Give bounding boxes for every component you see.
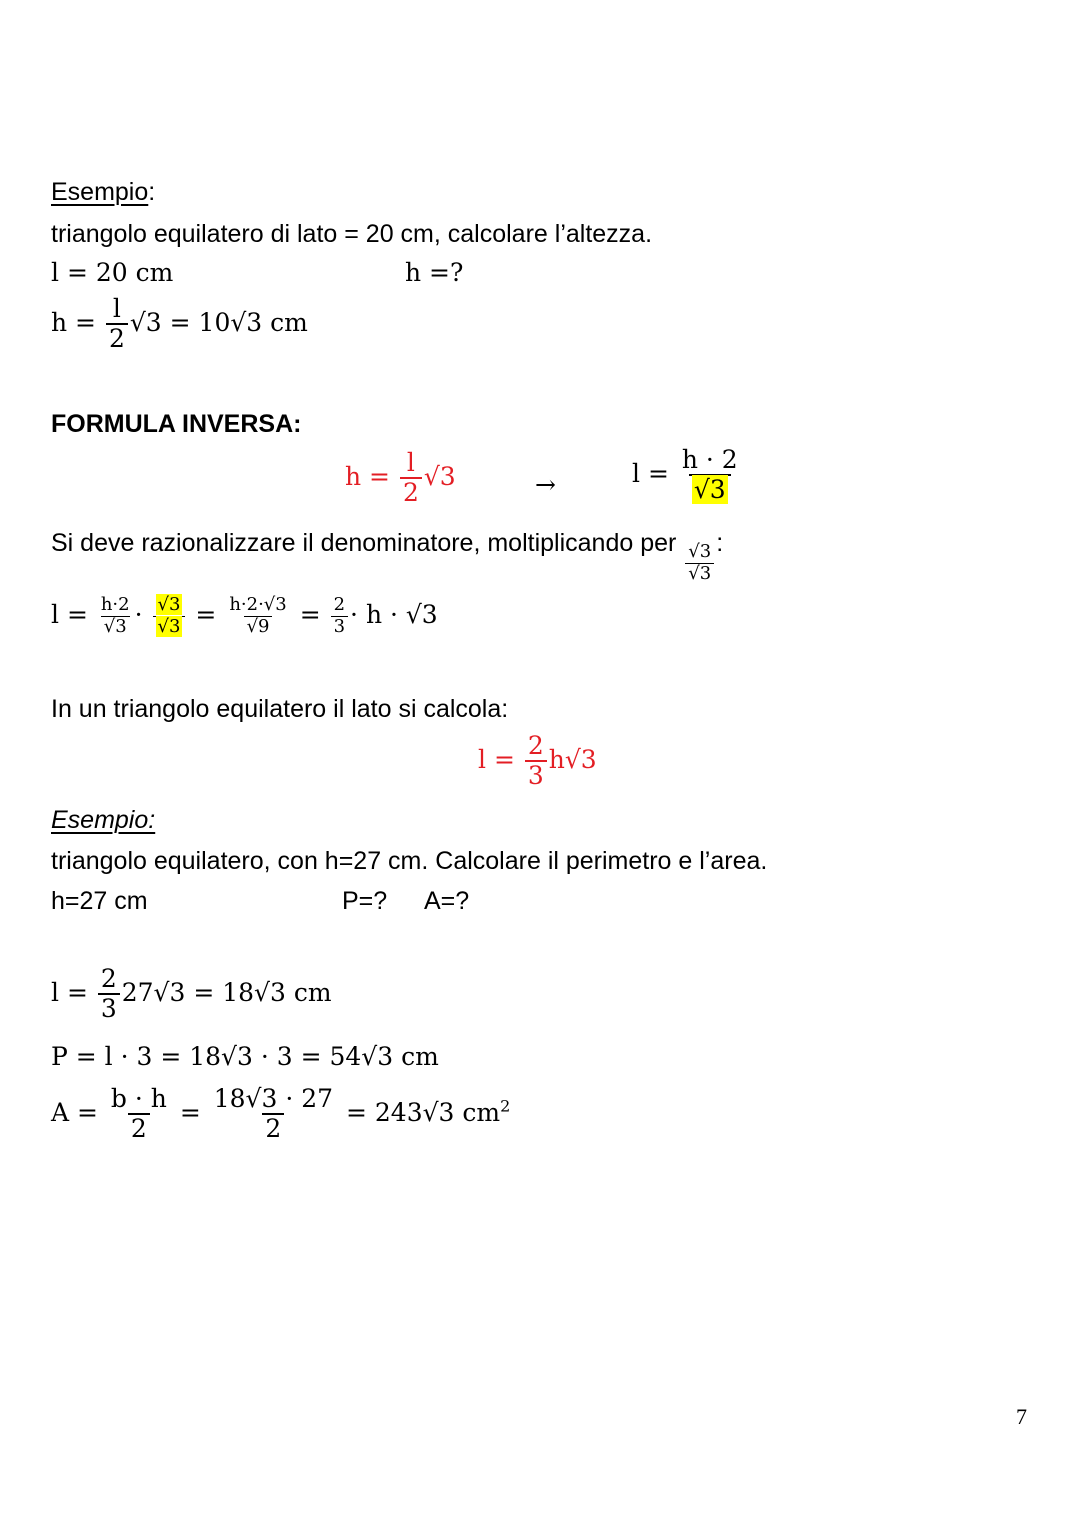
rationalize-text: Si deve razionalizzare il denominatore, moltiplicando per bbox=[51, 529, 677, 557]
inverse-formula-l bbox=[632, 447, 743, 504]
eq-rhs: 27√3 = 18√3 cm bbox=[121, 977, 332, 1007]
example2-given: h=27 cm bbox=[51, 887, 148, 915]
fraction-numerator: 2 bbox=[527, 731, 544, 760]
eq-lhs: l = bbox=[51, 977, 88, 1007]
example1-heading: Esempio bbox=[51, 178, 149, 206]
fraction bbox=[153, 596, 186, 637]
equals: = bbox=[179, 1097, 201, 1127]
fraction bbox=[98, 596, 133, 637]
eq-lhs: l = bbox=[478, 744, 515, 774]
fraction-numerator: h · 2 bbox=[681, 445, 738, 474]
fraction bbox=[679, 447, 741, 504]
fraction-denominator: √3 bbox=[685, 563, 714, 584]
dot: · bbox=[134, 599, 143, 629]
example1-heading-line bbox=[51, 177, 155, 207]
fraction-numerator: 2 bbox=[100, 964, 117, 993]
fraction-numerator: 18√3 · 27 bbox=[213, 1084, 334, 1113]
example2-side-equation bbox=[51, 966, 332, 1023]
eq-rhs: = 243√3 cm bbox=[345, 1097, 501, 1127]
fraction-denominator bbox=[689, 474, 731, 503]
page-number: 7 bbox=[1016, 1404, 1027, 1429]
colon: : bbox=[716, 529, 724, 557]
fraction bbox=[211, 1086, 336, 1143]
fraction-numerator: √3 bbox=[688, 541, 712, 562]
fraction bbox=[98, 966, 120, 1023]
fraction-numerator: 2 bbox=[333, 594, 346, 615]
fraction-denominator: √9 bbox=[244, 616, 273, 637]
highlight: √3 bbox=[157, 594, 181, 615]
equals: = bbox=[195, 599, 217, 629]
fraction-numerator: h·2·√3 bbox=[229, 594, 287, 615]
exponent: 2 bbox=[500, 1096, 511, 1116]
fraction-numerator: b · h bbox=[110, 1084, 167, 1113]
example2-heading bbox=[51, 805, 155, 835]
example2-unknown-a: A=? bbox=[424, 887, 470, 915]
fraction-denominator: 2 bbox=[128, 1113, 150, 1142]
example2-heading-text: Esempio: bbox=[51, 806, 156, 834]
eq-lhs: h = bbox=[51, 307, 96, 337]
fraction bbox=[226, 596, 289, 637]
highlight: √3 bbox=[693, 475, 726, 505]
fraction-numerator: h·2 bbox=[100, 594, 130, 615]
fraction-denominator: √3 bbox=[101, 616, 130, 637]
eq-rhs: √3 = 10√3 cm bbox=[129, 307, 308, 337]
fraction-denominator bbox=[153, 616, 186, 637]
eq-lhs: A = bbox=[51, 1097, 98, 1127]
eq-tail: √3 bbox=[423, 461, 456, 491]
equals: = bbox=[299, 599, 321, 629]
fraction bbox=[525, 733, 547, 790]
eq-lhs: l = bbox=[632, 458, 669, 488]
example2-statement: triangolo equilatero, con h=27 cm. Calcolare il perimetro e l’area. bbox=[51, 847, 768, 875]
side-formula-text: In un triangolo equilatero il lato si calcola: bbox=[51, 695, 509, 723]
fraction-denominator: 2 bbox=[262, 1113, 284, 1142]
fraction bbox=[400, 450, 422, 507]
fraction-denominator: 2 bbox=[400, 477, 422, 506]
example1-heading-colon: : bbox=[148, 178, 156, 206]
fraction-denominator: 3 bbox=[98, 993, 120, 1022]
fraction-denominator: 2 bbox=[106, 323, 128, 352]
example1-height-equation bbox=[51, 296, 308, 353]
example2-area-equation bbox=[51, 1086, 510, 1143]
example2-perimeter-equation: P = l · 3 = 18√3 · 3 = 54√3 cm bbox=[51, 1042, 439, 1071]
rationalize-line bbox=[51, 528, 723, 584]
inverse-heading: FORMULA INVERSA: bbox=[51, 410, 302, 438]
eq-lhs: l = bbox=[51, 599, 88, 629]
eq-tail: h√3 bbox=[548, 744, 597, 774]
rationalize-equation bbox=[51, 596, 438, 637]
inverse-formula-h bbox=[345, 450, 456, 507]
fraction bbox=[331, 596, 348, 637]
arrow-icon: → bbox=[535, 470, 556, 499]
example1-given: l = 20 cm bbox=[51, 258, 174, 287]
fraction bbox=[685, 543, 714, 584]
highlight: √3 bbox=[157, 615, 181, 637]
fraction bbox=[106, 296, 128, 353]
fraction-numerator: l bbox=[112, 294, 121, 323]
example1-statement: triangolo equilatero di lato = 20 cm, calcolare l’altezza. bbox=[51, 220, 653, 248]
eq-lhs: h = bbox=[345, 461, 390, 491]
example1-unknown: h =? bbox=[405, 258, 464, 287]
fraction-denominator: 3 bbox=[331, 616, 348, 637]
example2-unknown-p: P=? bbox=[342, 887, 388, 915]
fraction bbox=[108, 1086, 170, 1143]
fraction-numerator bbox=[153, 596, 186, 616]
eq-tail: · h · √3 bbox=[350, 599, 438, 629]
side-formula bbox=[478, 733, 597, 790]
fraction-numerator: l bbox=[406, 448, 415, 477]
fraction-denominator: 3 bbox=[525, 760, 547, 789]
